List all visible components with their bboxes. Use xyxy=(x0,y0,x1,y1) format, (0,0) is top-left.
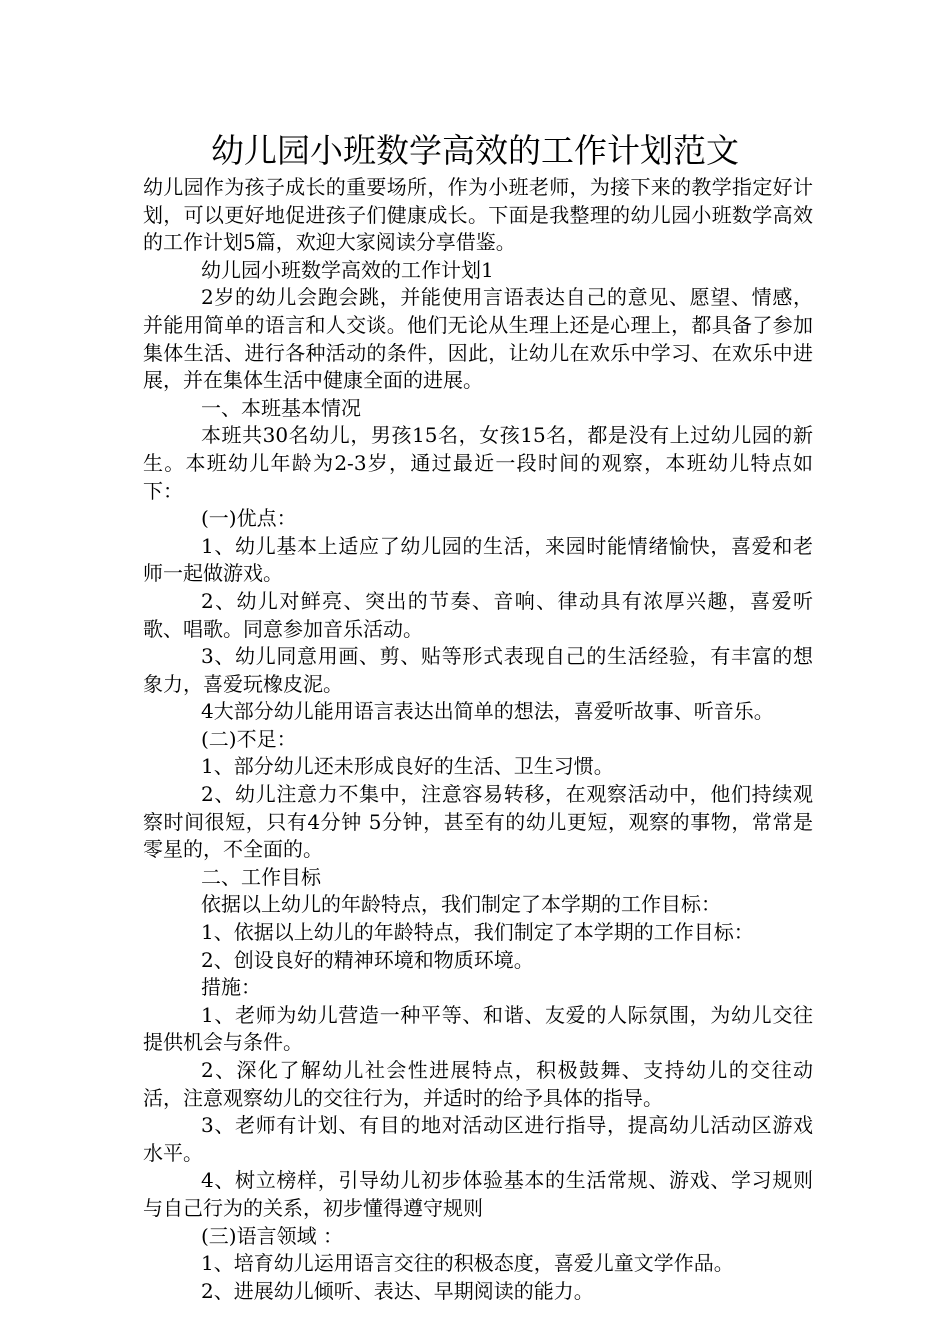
list-item: 2、幼儿注意力不集中，注意容易转移，在观察活动中，他们持续观察时间很短，只有4分钟 5分钟，甚至有的幼儿更短，观察的事物，常常是零星的，不全面的。 xyxy=(143,782,813,862)
document-body xyxy=(143,174,813,1305)
list-item: 1、老师为幼儿营造一种平等、和谐、友爱的人际氛围，为幼儿交往提供机会与条件。 xyxy=(143,1002,813,1055)
list-item: 1、幼儿基本上适应了幼儿园的生活，来园时能情绪愉快，喜爱和老师一起做游戏。 xyxy=(143,533,813,586)
document-title: 幼儿园小班数学高效的工作计划范文 xyxy=(211,131,739,170)
list-item: 3、幼儿同意用画、剪、贴等形式表现自己的生活经验，有丰富的想象力，喜爱玩橡皮泥。 xyxy=(143,644,813,696)
section-heading: 幼儿园小班数学高效的工作计划1 xyxy=(201,257,494,282)
list-item: 4、树立榜样，引导幼儿初步体验基本的生活常规、游戏、学习规则与自己行为的关系，初步懂得遵守规则 xyxy=(143,1168,813,1220)
body-paragraph: 2岁的幼儿会跑会跳，并能使用言语表达自己的意见、愿望、情感，并能用简单的语言和人交谈。他们无论从生理上还是心理上，都具备了参加集体生活、进行各种活动的条件，因此，让幼儿在欢乐中学习、在欢乐中进展，并在集体生活中健康全面的进展。 xyxy=(143,285,813,393)
subsection-heading: 措施： xyxy=(201,975,261,1000)
subsection-heading: (二)不足： xyxy=(201,726,297,751)
body-paragraph: 依据以上幼儿的年龄特点，我们制定了本学期的工作目标： xyxy=(201,892,721,917)
list-item: 2、进展幼儿倾听、表达、早期阅读的能力。 xyxy=(201,1278,594,1303)
intro-paragraph: 幼儿园作为孩子成长的重要场所，作为小班老师，为接下来的教学指定好计划，可以更好地促进孩子们健康成长。下面是我整理的幼儿园小班数学高效的工作计划5篇，欢迎大家阅读分享借鉴。 xyxy=(143,175,813,255)
body-paragraph: 本班共30名幼儿，男孩15名，女孩15名，都是没有上过幼儿园的新生。本班幼儿年龄为2-3岁，通过最近一段时间的观察，本班幼儿特点如下： xyxy=(143,423,813,503)
list-item: 1、依据以上幼儿的年龄特点，我们制定了本学期的工作目标： xyxy=(201,920,754,945)
section-heading: 一、本班基本情况 xyxy=(201,395,361,420)
list-item: 3、老师有计划、有目的地对活动区进行指导，提高幼儿活动区游戏水平。 xyxy=(143,1113,813,1165)
subsection-heading: (三)语言领域 ： xyxy=(201,1223,343,1248)
list-item: 2、幼儿对鲜亮、突出的节奏、音响、律动具有浓厚兴趣，喜爱听歌、唱歌。同意参加音乐活动。 xyxy=(143,588,813,641)
section-heading: 二、工作目标 xyxy=(201,864,321,889)
list-item: 4大部分幼儿能用语言表达出简单的想法，喜爱听故事、听音乐。 xyxy=(201,699,774,724)
subsection-heading: (一)优点： xyxy=(201,506,297,531)
list-item: 2、深化了解幼儿社会性进展特点，积极鼓舞、支持幼儿的交往动活，注意观察幼儿的交往行为，并适时的给予具体的指导。 xyxy=(143,1058,813,1110)
list-item: 2、创设良好的精神环境和物质环境。 xyxy=(201,947,534,972)
list-item: 1、培育幼儿运用语言交往的积极态度，喜爱儿童文学作品。 xyxy=(201,1251,734,1276)
list-item: 1、部分幼儿还未形成良好的生活、卫生习惯。 xyxy=(201,754,614,779)
